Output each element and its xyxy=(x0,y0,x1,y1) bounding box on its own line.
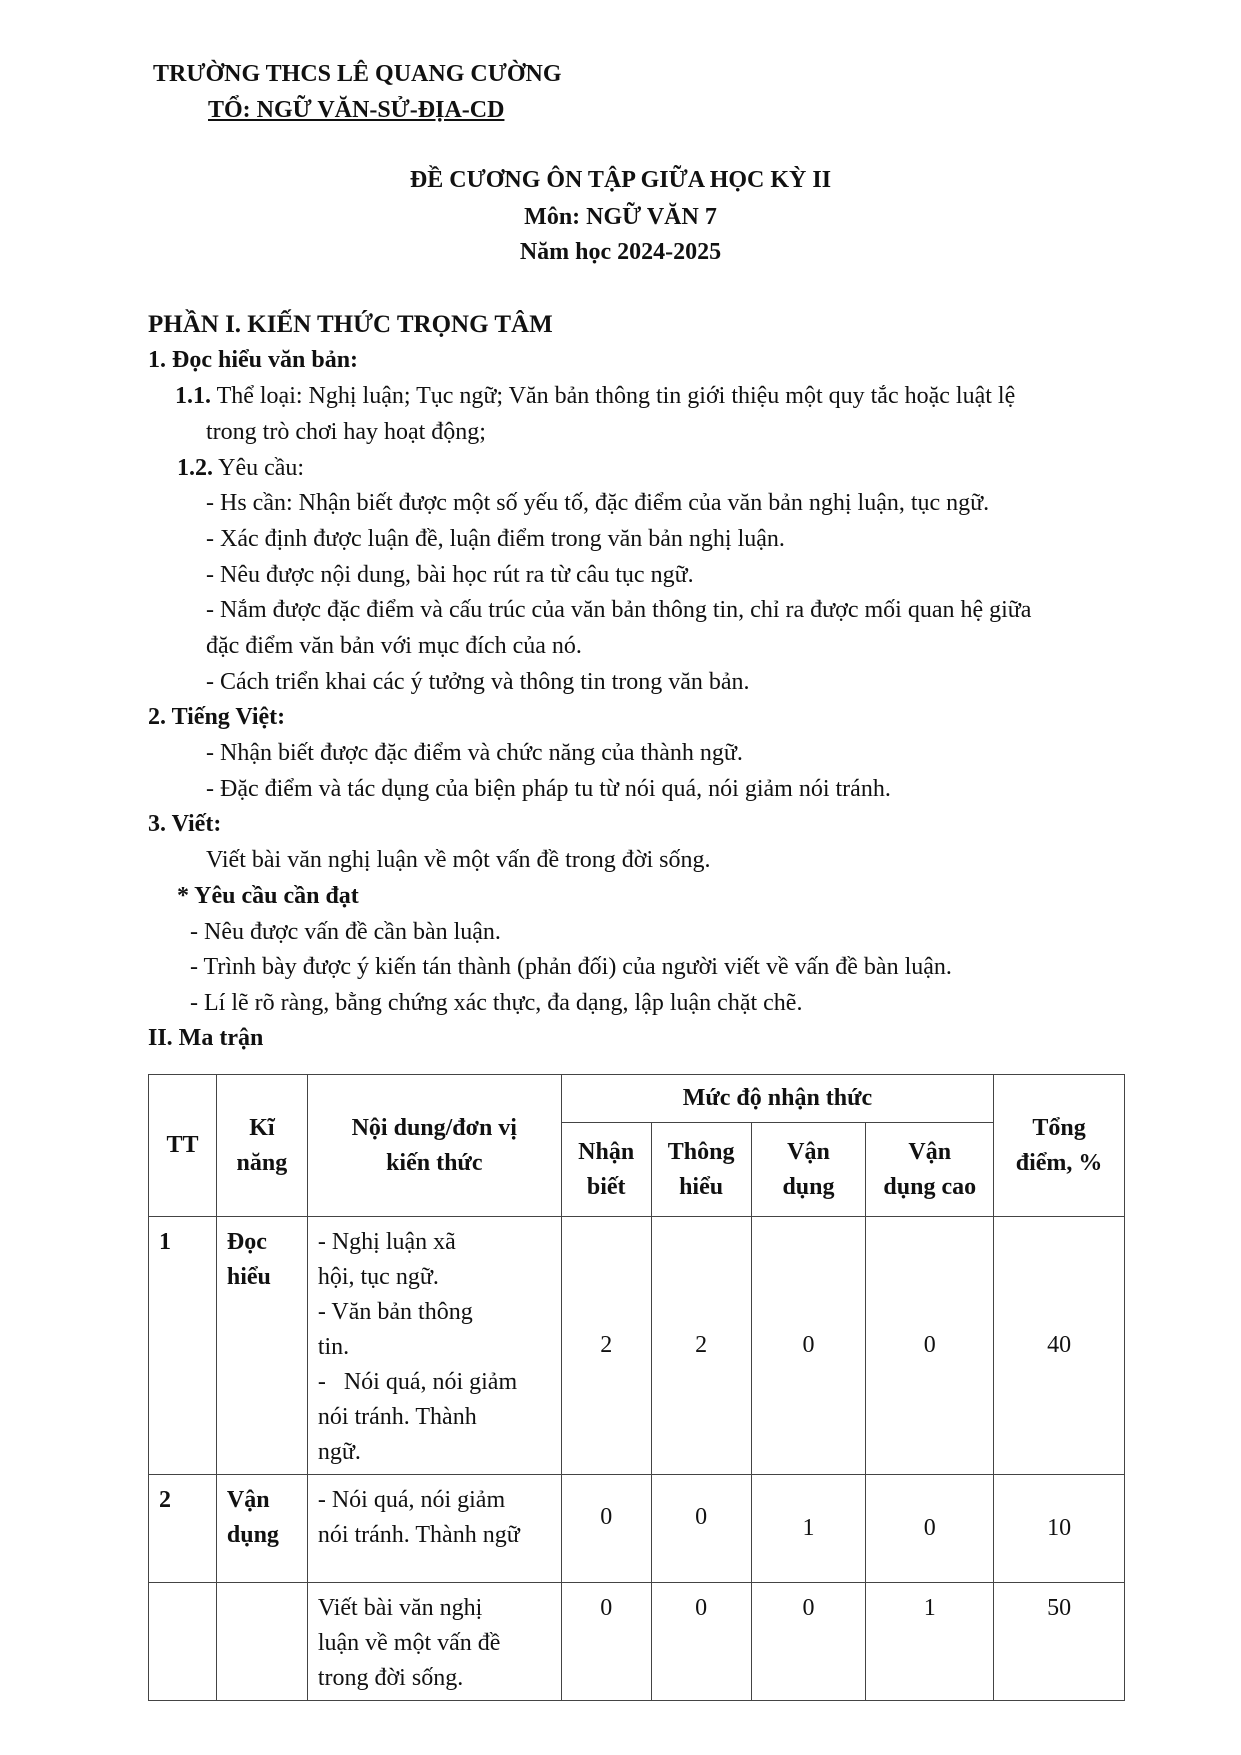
row2-skill-line2: dụng xyxy=(226,1522,279,1548)
item-1-2 xyxy=(177,455,304,482)
row1-comprehension: 2 xyxy=(651,1217,751,1475)
sec2-heading: 2. Tiếng Việt: xyxy=(148,704,286,730)
row1-skill xyxy=(216,1217,307,1475)
row2-skill-line1: Vận xyxy=(226,1487,270,1513)
header-comprehension-line2: hiểu xyxy=(679,1173,724,1200)
row3-comprehension: 0 xyxy=(651,1583,751,1701)
part1-heading: PHẦN I. KIẾN THỨC TRỌNG TÂM xyxy=(148,311,553,338)
header-total-line1: Tổng xyxy=(1032,1114,1086,1141)
header-recognition xyxy=(561,1123,651,1217)
writing-requirements-heading: * Yêu cầu cần đạt xyxy=(177,883,359,909)
row2-recognition: 0 xyxy=(561,1475,651,1583)
header-content xyxy=(307,1075,561,1217)
header-recognition-line2: biết xyxy=(586,1173,626,1200)
row2-total: 10 xyxy=(994,1475,1125,1583)
row3-tt xyxy=(149,1583,217,1701)
header-content-line1: Nội dung/đơn vị xyxy=(351,1114,517,1141)
row1-content xyxy=(307,1217,561,1475)
row1-application: 0 xyxy=(751,1217,866,1475)
vietnamese-item-2: - Đặc điểm và tác dụng của biện pháp tu từ nói quá, nói giảm nói tránh. xyxy=(206,776,891,802)
header-application xyxy=(751,1123,866,1217)
row2-content xyxy=(307,1475,561,1583)
subject-line: Môn: NGỮ VĂN 7 xyxy=(524,204,717,230)
vietnamese-item-1: - Nhận biết được đặc điểm và chức năng của thành ngữ. xyxy=(206,740,743,766)
row3-skill xyxy=(216,1583,307,1701)
row1-content-line: - Nghị luận xã xyxy=(317,1229,456,1255)
row1-content-line: - Văn bản thông xyxy=(317,1299,473,1325)
row2-high-application: 0 xyxy=(866,1475,994,1583)
writing-requirement-2: - Trình bày được ý kiến tán thành (phản đối) của người viết về vấn đề bàn luận. xyxy=(190,954,952,980)
row3-total: 50 xyxy=(994,1583,1125,1701)
school-name: TRƯỜNG THCS LÊ QUANG CƯỜNG xyxy=(153,61,562,87)
row3-high-application: 1 xyxy=(866,1583,994,1701)
header-skill-line1: Kĩ xyxy=(249,1114,275,1141)
writing-requirement-3: - Lí lẽ rõ ràng, bằng chứng xác thực, đa dạng, lập luận chặt chẽ. xyxy=(190,990,803,1016)
requirement-3: - Nêu được nội dung, bài học rút ra từ câu tục ngữ. xyxy=(206,562,694,588)
item-1-1-continued: trong trò chơi hay hoạt động; xyxy=(206,419,486,445)
header-application-line1: Vận xyxy=(787,1138,830,1165)
row2-content-line: - Nói quá, nói giảm xyxy=(317,1487,506,1513)
header-comprehension-line1: Thông xyxy=(667,1138,735,1165)
row1-skill-line1: Đọc xyxy=(226,1229,267,1255)
table-row xyxy=(149,1475,1125,1583)
row1-total: 40 xyxy=(994,1217,1125,1475)
row2-application: 1 xyxy=(751,1475,866,1583)
document-title: ĐỀ CƯƠNG ÔN TẬP GIỮA HỌC KỲ II xyxy=(409,167,832,193)
row3-content xyxy=(307,1583,561,1701)
row1-content-line: nói tránh. Thành xyxy=(317,1404,477,1430)
writing-requirement-1: - Nêu được vấn đề cần bàn luận. xyxy=(190,919,501,945)
header-skill-line2: năng xyxy=(236,1149,288,1176)
requirement-5: - Cách triển khai các ý tưởng và thông tin trong văn bản. xyxy=(206,669,750,695)
header-high-application-line1: Vận xyxy=(908,1138,952,1165)
item-1-2-number: 1.2. xyxy=(177,455,213,481)
row2-skill xyxy=(216,1475,307,1583)
table-row xyxy=(149,1217,1125,1475)
row3-content-line: Viết bài văn nghị xyxy=(317,1595,483,1621)
row1-skill-line2: hiểu xyxy=(226,1264,271,1290)
part2-heading: II. Ma trận xyxy=(148,1025,264,1051)
item-1-1-text: Thể loại: Nghị luận; Tục ngữ; Văn bản thông tin giới thiệu một quy tắc hoặc luật lệ xyxy=(211,383,1016,409)
sec3-heading: 3. Viết: xyxy=(148,811,222,837)
header-recognition-line1: Nhận xyxy=(578,1138,635,1165)
row1-content-line: - Nói quá, nói giảm xyxy=(317,1369,518,1395)
row2-comprehension: 0 xyxy=(651,1475,751,1583)
writing-task: Viết bài văn nghị luận về một vấn đề trong đời sống. xyxy=(206,847,711,873)
item-1-1 xyxy=(175,383,1015,410)
requirement-1: - Hs cần: Nhận biết được một số yếu tố, đặc điểm của văn bản nghị luận, tục ngữ. xyxy=(206,490,990,516)
header-tt: TT xyxy=(149,1075,217,1217)
row2-content-line: nói tránh. Thành ngữ xyxy=(317,1522,520,1548)
row1-content-line: ngữ. xyxy=(317,1439,361,1465)
header-total xyxy=(994,1075,1125,1217)
header-skill xyxy=(216,1075,307,1217)
row1-content-line: hội, tục ngữ. xyxy=(317,1264,439,1290)
requirement-4-continued: đặc điểm văn bản với mục đích của nó. xyxy=(206,633,582,659)
row3-content-line: trong đời sống. xyxy=(317,1665,464,1691)
school-year: Năm học 2024-2025 xyxy=(519,239,722,265)
table-row xyxy=(149,1583,1125,1701)
department-name: TỔ: NGỮ VĂN-SỬ-ĐỊA-CD xyxy=(208,97,505,123)
header-cognitive-level: Mức độ nhận thức xyxy=(561,1075,993,1123)
requirement-2: - Xác định được luận đề, luận điểm trong văn bản nghị luận. xyxy=(206,526,785,552)
row2-tt: 2 xyxy=(149,1475,217,1583)
item-1-1-number: 1.1. xyxy=(175,383,211,409)
header-row-1 xyxy=(149,1075,1125,1123)
header-content-line2: kiến thức xyxy=(386,1149,483,1176)
row3-application: 0 xyxy=(751,1583,866,1701)
header-comprehension xyxy=(651,1123,751,1217)
assessment-matrix-table xyxy=(148,1074,1125,1701)
row1-content-line: tin. xyxy=(317,1334,350,1360)
row3-recognition: 0 xyxy=(561,1583,651,1701)
header-application-line2: dụng xyxy=(782,1173,835,1200)
row1-tt: 1 xyxy=(149,1217,217,1475)
row1-recognition: 2 xyxy=(561,1217,651,1475)
item-1-2-text: Yêu cầu: xyxy=(213,455,305,481)
header-high-application-line2: dụng cao xyxy=(883,1173,977,1200)
sec1-heading: 1. Đọc hiểu văn bản: xyxy=(148,347,359,373)
requirement-4: - Nắm được đặc điểm và cấu trúc của văn bản thông tin, chỉ ra được mối quan hệ giữa xyxy=(206,597,1032,623)
row3-content-line: luận về một vấn đề xyxy=(317,1630,501,1656)
row1-high-application: 0 xyxy=(866,1217,994,1475)
header-high-application xyxy=(866,1123,994,1217)
header-total-line2: điểm, % xyxy=(1015,1149,1103,1176)
